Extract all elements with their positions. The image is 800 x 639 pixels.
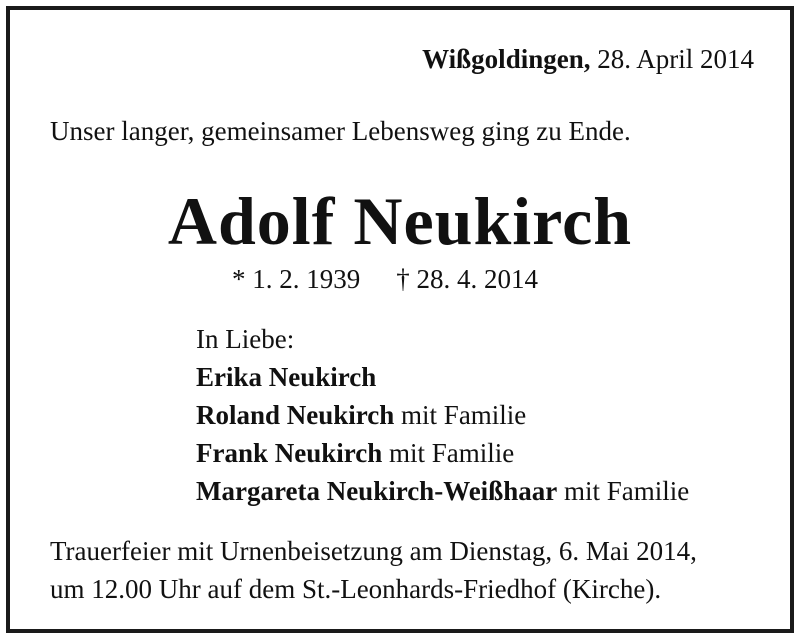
deceased-name: Adolf Neukirch	[167, 183, 633, 259]
mourner-entry	[196, 396, 689, 434]
date: 28. April 2014	[597, 44, 754, 74]
ceremony-line: Trauerfeier mit Urnenbeisetzung am Dienstag, 6. Mai 2014,	[50, 536, 697, 566]
place: Wißgoldingen,	[422, 44, 591, 74]
life-dates	[232, 264, 538, 295]
mourners-heading: In Liebe:	[196, 324, 295, 354]
mourner-entry	[196, 472, 689, 510]
mourner-name: Frank Neukirch	[196, 438, 383, 468]
place-date-line	[422, 44, 754, 75]
obituary-notice	[6, 6, 794, 633]
mourner-entry	[196, 358, 689, 396]
birth-date: * 1. 2. 1939	[232, 264, 361, 294]
mourner-name: Erika Neukirch	[196, 362, 377, 392]
mourner-name: Margareta Neukirch-Weißhaar	[196, 476, 558, 506]
mourner-suffix: mit Familie	[394, 400, 527, 430]
ceremony-line: um 12.00 Uhr auf dem St.-Leonhards-Friedhof (Kirche).	[50, 574, 662, 604]
mourner-name: Roland Neukirch	[196, 400, 395, 430]
mourner-entry	[196, 434, 689, 472]
mourner-suffix: mit Familie	[557, 476, 690, 506]
death-date: † 28. 4. 2014	[396, 264, 538, 294]
ceremony-info	[50, 532, 697, 608]
mourner-suffix: mit Familie	[382, 438, 515, 468]
mourners-block	[196, 320, 689, 510]
intro-text: Unser langer, gemeinsamer Lebensweg ging zu Ende.	[50, 116, 631, 146]
